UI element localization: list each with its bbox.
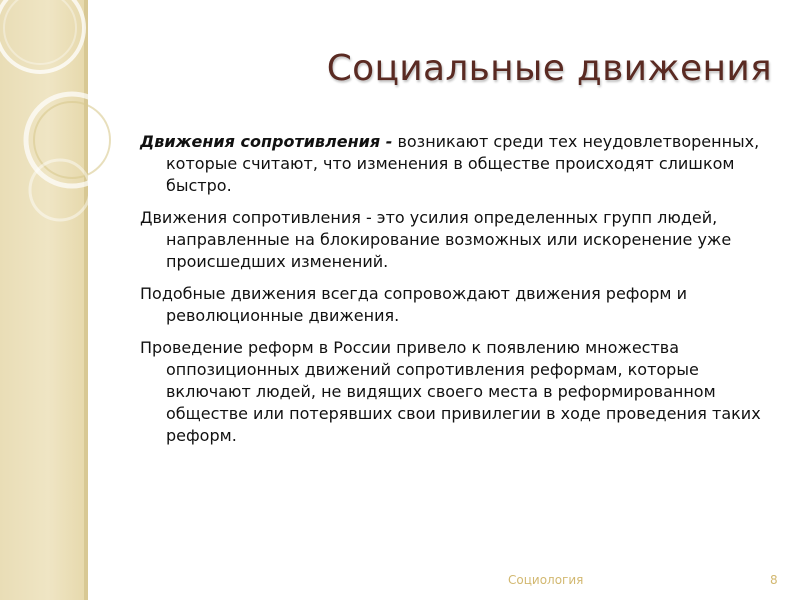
deco-circle-middle-inner (34, 102, 110, 178)
paragraph-1 (140, 131, 780, 197)
paragraph-4 (140, 337, 780, 447)
page-number: 8 (770, 573, 778, 587)
slide-title: Социальные движения (326, 48, 772, 89)
slide-body (140, 131, 780, 457)
paragraph-2 (140, 207, 780, 273)
paragraph-1-lead: Движения сопротивления - (140, 132, 393, 151)
paragraph-3-text: Подобные движения всегда сопровождают движения реформ и революционные движения. (140, 284, 687, 325)
paragraph-3 (140, 283, 780, 327)
deco-circle-lower (30, 160, 90, 220)
deco-circle-top-inner (4, 0, 76, 64)
deco-circle-middle (26, 94, 118, 186)
paragraph-1-text: возникают среди тех неудовлетворенных, которые считают, что изменения в обществе происходят слишком быстро. (166, 132, 760, 195)
paragraph-4-text: Проведение реформ в России привело к появлению множества оппозиционных движений сопротивления реформам, которые включают людей, не видящих своего места в реформированном обществе или потерявших свои привилегии в ходе проведения таких реформ. (140, 338, 761, 445)
paragraph-2-text: Движения сопротивления - это усилия определенных групп людей, направленные на блокирование возможных или искоренение уже происшедших изменений. (140, 208, 732, 271)
footer-course-label: Социология (508, 573, 584, 587)
